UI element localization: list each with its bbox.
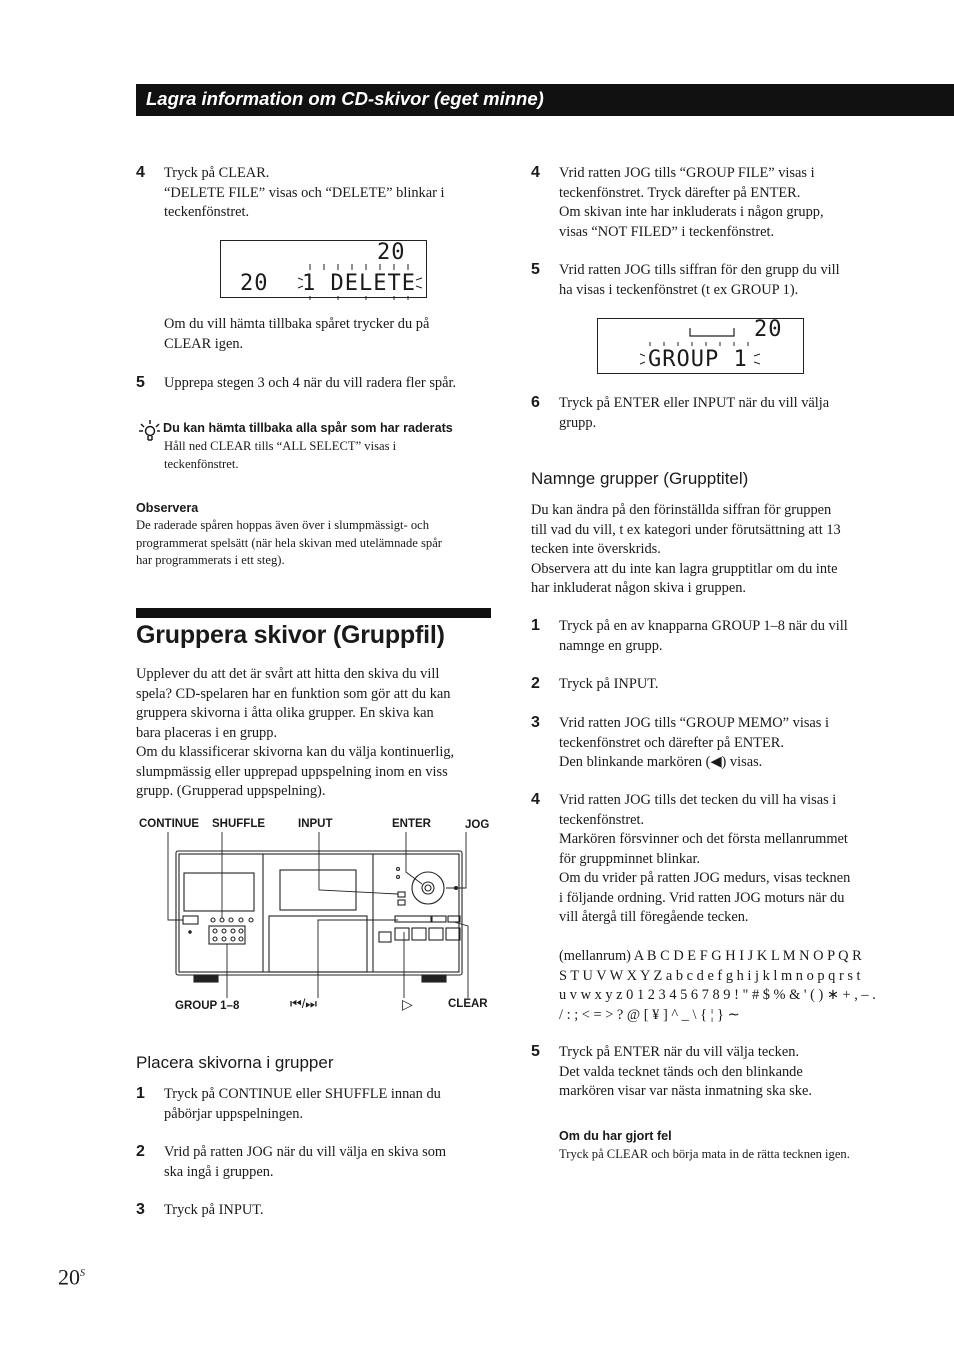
text-line: teckenfönstret. Tryck därefter på ENTER.	[559, 184, 801, 201]
text-line: Vrid ratten JOG tills det tecken du vill ha visas i	[559, 792, 837, 808]
restore-text	[164, 315, 494, 354]
page-number-value: 20	[58, 1264, 80, 1290]
text-line: till vad du vill, t ex kategori under förutsättning att 13	[531, 521, 841, 538]
right-step-5-number: 5	[531, 261, 540, 278]
text-line: visas “NOT FILED” i teckenfönstret.	[559, 223, 775, 240]
char-list-line: (mellanrum) A B C D E F G H I J K L M N O P Q R	[559, 948, 862, 964]
text-line: teckenfönstret.	[164, 204, 250, 220]
placera-title: Placera skivorna i grupper	[136, 1053, 334, 1072]
lcd-bottom-left: 20	[240, 271, 269, 296]
error-text: Tryck på CLEAR och börja mata in de rätta tecknen igen.	[559, 1147, 850, 1161]
text-line: grupp.	[559, 414, 597, 431]
tip-text	[164, 438, 484, 473]
text-line: CLEAR igen.	[164, 335, 244, 352]
spacer	[559, 928, 909, 948]
placera-step-2-number: 2	[136, 1143, 145, 1160]
step-4-text	[164, 164, 494, 223]
text-line: har inkluderat någon skiva i gruppen.	[531, 580, 747, 596]
label-input: INPUT	[298, 818, 333, 830]
page-suffix: S	[80, 1268, 85, 1279]
text-line: Vrid ratten JOG tills “GROUP MEMO” visas i	[559, 715, 830, 731]
text-line: Tryck på ENTER eller INPUT när du vill välja	[559, 395, 830, 411]
char-list-line: / : ; < = > ? @ [ ¥ ] ^ _ \ { ¦ } ∼	[559, 1006, 740, 1023]
error-title: Om du har gjort fel	[559, 1129, 672, 1143]
namnge-step-3-number: 3	[531, 714, 540, 731]
text-line: namnge en grupp.	[559, 637, 663, 654]
namnge-step-2-text	[559, 675, 899, 695]
text-line: för gruppminnet blinkar.	[559, 850, 701, 867]
text-line: Du kan ändra på den förinställda siffran för gruppen	[531, 502, 832, 518]
header-title: Lagra information om CD-skivor (eget minne)	[146, 88, 544, 109]
step-5-text: Upprepa stegen 3 och 4 när du vill radera fler spår.	[164, 375, 457, 391]
text-line: Den blinkande markören (◀) visas.	[559, 754, 763, 770]
char-list-line: S T U V W X Y Z a b c d e f g h i j k l m n o p q r s t	[559, 967, 861, 984]
text-line: ska ingå i gruppen.	[164, 1163, 274, 1180]
text-line: teckenfönstret.	[164, 456, 239, 471]
disc-slot-icon	[686, 324, 738, 340]
lightbulb-icon	[138, 419, 160, 443]
label-enter: ENTER	[392, 818, 431, 830]
text-line: Tryck på INPUT.	[559, 676, 659, 692]
namnge-intro	[531, 501, 901, 599]
text-line: Tryck på CONTINUE eller SHUFFLE innan du	[164, 1086, 441, 1102]
placera-step-3-number: 3	[136, 1201, 145, 1218]
placera-step-3-text	[164, 1201, 494, 1221]
text-line: Observera att du inte kan lagra grupptitlar om du inte	[531, 560, 838, 577]
text-line: har programmerats i ett steg).	[136, 553, 285, 567]
right-step-4-number: 4	[531, 164, 540, 181]
text-line: teckenfönstret och därefter på ENTER.	[559, 734, 784, 751]
tip-title: Du kan hämta tillbaka alla spår som har raderats	[163, 421, 453, 435]
right-step-4-text	[559, 164, 899, 242]
text-line: bara placeras i en grupp.	[136, 724, 278, 741]
text-line: Det valda tecknet tänds och den blinkande	[559, 1063, 803, 1080]
step-4-number: 4	[136, 164, 145, 181]
text-line: Vrid ratten JOG tills siffran för den grupp du vill	[559, 262, 840, 278]
text-line: Håll ned CLEAR tills “ALL SELECT” visas i	[164, 439, 397, 453]
text-line: Markören försvinner och det första mellanrummet	[559, 831, 848, 847]
text-line: Tryck på CLEAR.	[164, 165, 270, 181]
namnge-step-3-text	[559, 714, 899, 773]
label-clear: CLEAR	[448, 998, 488, 1010]
text-line: Om du vrider på ratten JOG medurs, visas tecknen	[559, 870, 851, 886]
text-line: Om skivan inte har inkluderats i någon grupp,	[559, 204, 824, 220]
step-5-number: 5	[136, 374, 145, 391]
text-line: markören visar var nästa inmatning ska ske.	[559, 1083, 812, 1099]
right-step-6-text	[559, 394, 899, 433]
text-line: Upplever du att det är svårt att hitta den skiva du vill	[136, 666, 440, 682]
text-line: programmerat spelsätt (när hela skivan med utelämnade spår	[136, 535, 442, 550]
label-continue: CONTINUE	[139, 818, 200, 830]
label-play: ▷	[402, 996, 413, 1012]
blink-indicator-icon	[290, 262, 430, 302]
lcd2-blinking-text: GROUP 1	[648, 347, 748, 372]
text-line: Tryck på INPUT.	[164, 1202, 264, 1218]
label-shuffle: SHUFFLE	[212, 818, 266, 830]
text-line: Tryck på en av knapparna GROUP 1–8 när du vill	[559, 618, 848, 634]
namnge-step-5-text	[559, 1043, 899, 1102]
blink-indicator-icon	[636, 340, 786, 376]
placera-step-1-number: 1	[136, 1085, 145, 1102]
lcd-top-value: 20	[377, 240, 406, 265]
text-line: Om du klassificerar skivorna kan du välja kontinuerlig,	[136, 744, 455, 760]
text-line: tecken inte överskrids.	[531, 541, 661, 557]
section-rule	[136, 608, 491, 618]
namnge-step-1-text	[559, 617, 899, 656]
intro-text	[136, 665, 496, 802]
note-text	[136, 517, 496, 570]
text-line: vill återgå till föregående tecken.	[559, 909, 749, 925]
label-group: GROUP 1–8	[175, 1000, 240, 1012]
text-line: i följande ordning. Vrid ratten JOG moturs när du	[559, 889, 845, 906]
namnge-title: Namnge grupper (Grupptitel)	[531, 469, 749, 488]
text-line: Vrid på ratten JOG när du vill välja en skiva som	[164, 1144, 447, 1160]
namnge-step-4-text	[559, 791, 909, 1025]
text-line: spela? CD-spelaren har en funktion som gör att du kan	[136, 685, 451, 702]
page-number	[58, 1261, 85, 1290]
text-line: Vrid ratten JOG tills “GROUP FILE” visas i	[559, 165, 815, 181]
lcd-blinking-text: 1 DELETE	[302, 271, 416, 296]
namnge-step-1-number: 1	[531, 617, 540, 634]
note-title: Observera	[136, 501, 199, 515]
cd-player-diagram	[136, 830, 496, 1000]
text-line: grupp. (Grupperad uppspelning).	[136, 783, 326, 799]
text-line: Om du vill hämta tillbaka spåret trycker du på	[164, 316, 430, 332]
text-line: Tryck på ENTER när du vill välja tecken.	[559, 1044, 800, 1060]
text-line: “DELETE FILE” visas och “DELETE” blinkar i	[164, 184, 445, 201]
text-line: gruppera skivorna i åtta olika grupper. En skiva kan	[136, 705, 434, 721]
right-step-6-number: 6	[531, 394, 540, 411]
text-line: ha visas i teckenfönstret (t ex GROUP 1).	[559, 281, 799, 298]
text-line: slumpmässig eller upprepad uppspelning inom en viss	[136, 763, 448, 780]
lcd2-top-value: 20	[754, 317, 783, 342]
label-jog: JOG	[465, 819, 490, 831]
namnge-step-5-number: 5	[531, 1043, 540, 1060]
namnge-step-2-number: 2	[531, 675, 540, 692]
char-list-line: u v w x y z 0 1 2 3 4 5 6 7 8 9 ! " # $ % & ' ( ) ∗ + , – .	[559, 987, 876, 1003]
section-title: Gruppera skivor (Gruppfil)	[136, 621, 445, 649]
text-line: De raderade spåren hoppas även över i slumpmässigt- och	[136, 518, 430, 532]
label-skip: ⏮/⏭	[290, 996, 318, 1011]
text-line: påbörjar uppspelningen.	[164, 1105, 304, 1122]
namnge-step-4-number: 4	[531, 791, 540, 808]
text-line: teckenfönstret.	[559, 811, 645, 828]
placera-step-1-text	[164, 1085, 494, 1124]
placera-step-2-text	[164, 1143, 494, 1182]
right-step-5-text	[559, 261, 899, 300]
